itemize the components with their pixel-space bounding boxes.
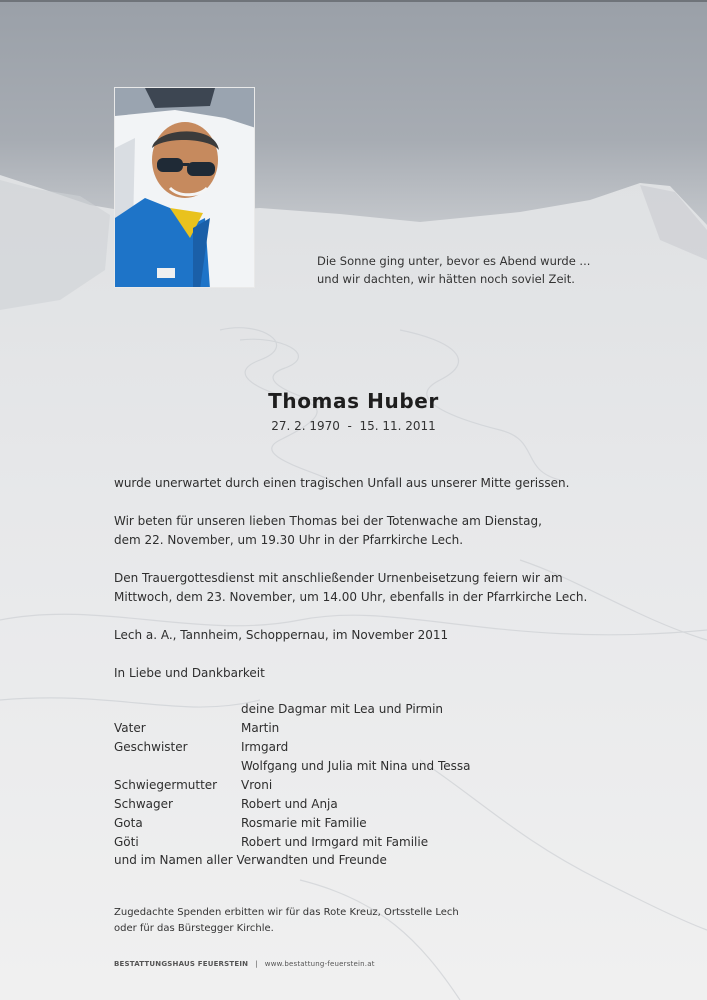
mourner-row: Vater Martin: [114, 721, 280, 735]
deceased-name: Thomas Huber: [268, 389, 439, 413]
mourners-list: [114, 700, 471, 852]
donation-line-1: Zugedachte Spenden erbitten wir für das Rote Kreuz, Ortsstelle Lech: [114, 907, 459, 918]
funeral-home-name: BESTATTUNGSHAUS FEUERSTEIN: [114, 960, 249, 968]
donation-line-2: oder für das Bürstegger Kirchle.: [114, 923, 274, 934]
motto-quote: [317, 252, 590, 288]
donation-note: [114, 905, 459, 937]
paragraph: Wir beten für unseren lieben Thomas bei der Totenwache am Dienstag, dem 22. November, um 19.30 Uhr in der Pfarrkirche Lech.: [114, 514, 542, 547]
mourner-row: Göti Robert und Irmgard mit Familie: [114, 835, 429, 849]
funeral-home-url: www.bestattung-feuerstein.at: [264, 960, 375, 968]
paragraph: Den Trauergottesdienst mit anschließender Urnenbeisetzung feiern wir am Mittwoch, dem 23. November, um 14.00 Uhr, ebenfalls in der Pfarrkirche Lech.: [114, 571, 588, 604]
life-dates: 27. 2. 1970 - 15. 11. 2011: [271, 419, 436, 433]
mourner-row: Schwager Robert und Anja: [114, 797, 338, 811]
mourner-row: Geschwister Irmgard: [114, 740, 289, 754]
announcement-text: [114, 474, 594, 702]
closing-line: und im Namen aller Verwandten und Freunde: [114, 853, 387, 867]
footer-separator: |: [255, 960, 258, 968]
paragraph: In Liebe und Dankbarkeit: [114, 666, 265, 680]
mourner-row: Wolfgang und Julia mit Nina und Tessa: [241, 759, 471, 773]
mourner-row: Gota Rosmarie mit Familie: [114, 816, 367, 830]
footer: [114, 960, 375, 968]
portrait-photo: [114, 87, 255, 288]
paragraph: wurde unerwartet durch einen tragischen Unfall aus unserer Mitte gerissen.: [114, 476, 570, 490]
paragraph: Lech a. A., Tannheim, Schoppernau, im November 2011: [114, 628, 449, 642]
mourner-row: Schwiegermutter Vroni: [114, 778, 273, 792]
motto-line-1: Die Sonne ging unter, bevor es Abend wurde ...: [317, 254, 591, 268]
motto-line-2: und wir dachten, wir hätten noch soviel Zeit.: [317, 272, 575, 286]
mourner-row: deine Dagmar mit Lea und Pirmin: [241, 702, 444, 716]
